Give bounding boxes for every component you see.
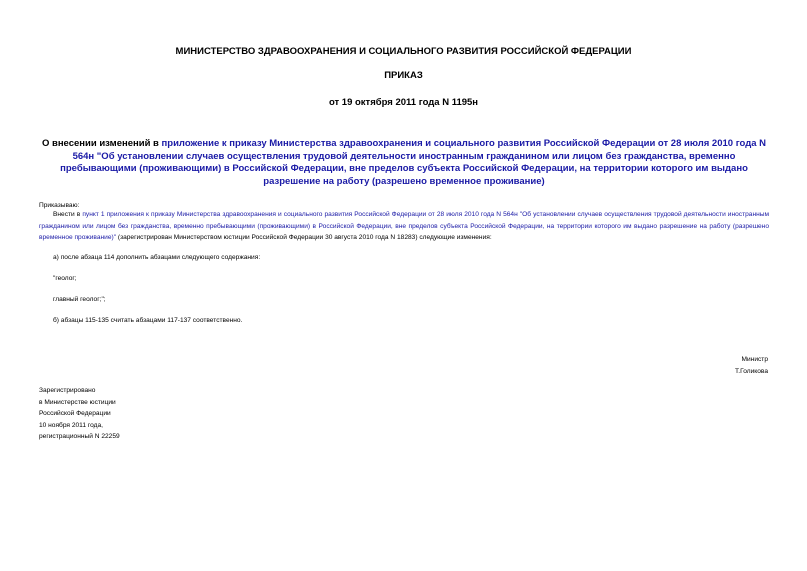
registration-line: Зарегистрировано — [39, 387, 96, 394]
paragraph-suffix: (зарегистрирован Министерством юстиции Российской Федерации 30 августа 2010 года N 18283) следующие изменения: — [116, 234, 492, 241]
registration-line: 10 ноября 2011 года, — [39, 421, 103, 429]
paragraph-prefix: Внести в — [53, 211, 83, 218]
main-paragraph — [39, 209, 769, 244]
signature-name: Т.Голикова — [734, 367, 768, 375]
signature-block — [735, 354, 768, 377]
signature-title: Министр — [741, 356, 768, 363]
ministry-heading: МИНИСТЕРСТВО ЗДРАВООХРАНЕНИЯ И СОЦИАЛЬНОГО РАЗВИТИЯ РОССИЙСКОЙ ФЕДЕРАЦИИ — [175, 46, 632, 57]
registration-line: в Министерстве юстиции — [39, 398, 116, 406]
document-date-number: от 19 октября 2011 года N 1195н — [328, 97, 479, 108]
subject-link[interactable]: приложение к приказу Министерства здравоохранения и социального развития Российской Федерации от 28 июля 2010 года N 564н "Об установлении случаев осуществления трудовой деятельности иностранным гражданином или лицом без гражданства, временно пребывающими (проживающими) в Российской Федерации, вне пределов субъекта Российской Федерации, на территории которого им выдано разрешение на работу (разрешено временное проживание) — [60, 138, 767, 187]
registration-line: Российской Федерации — [39, 410, 111, 417]
quote-line-2: главный геолог;"; — [53, 296, 106, 303]
item-b: б) абзацы 115-135 считать абзацами 117-137 соответственно. — [53, 317, 243, 324]
subject-prefix: О внесении изменений в — [41, 138, 162, 149]
registration-block — [39, 385, 120, 443]
document-subject — [36, 138, 772, 188]
document-type: ПРИКАЗ — [384, 70, 423, 81]
registration-line: регистрационный N 22259 — [39, 433, 120, 440]
quote-line-1: "геолог; — [53, 275, 77, 282]
order-label: Приказываю: — [39, 202, 80, 209]
item-a: а) после абзаца 114 дополнить абзацами следующего содержания: — [53, 254, 261, 261]
paragraph-link[interactable]: пункт 1 приложения к приказу Министерства здравоохранения и социального развития Российской Федерации от 28 июля 2010 года N 564н "Об установлении случаев осуществления трудовой деятельности иностранным гражданином или лицом без гражданства, временно пребывающими (проживающими) в Российской Федерации, вне пределов субъекта Российской Федерации, на территории которого им выдано разрешение на работу (разрешено временное проживание)" — [39, 211, 770, 241]
